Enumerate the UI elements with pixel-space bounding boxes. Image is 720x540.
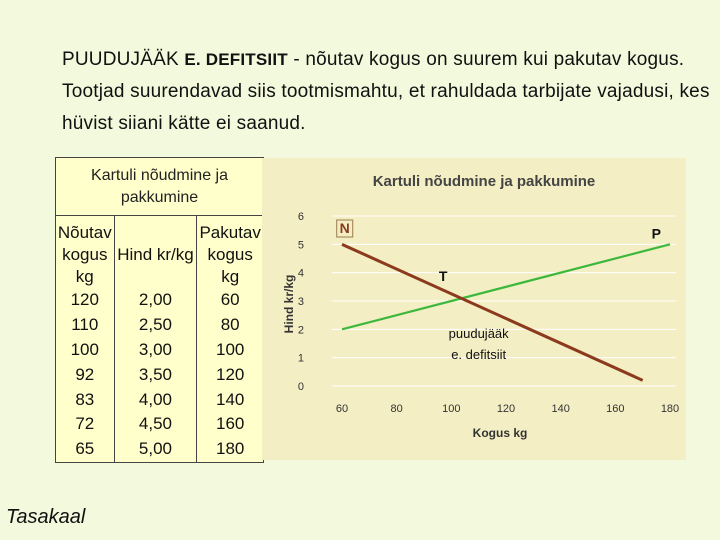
header-text: kg bbox=[221, 266, 240, 286]
table-cell: 83 bbox=[75, 389, 95, 409]
x-tick-label: 140 bbox=[551, 403, 570, 415]
table-cell: 100 bbox=[70, 339, 99, 359]
table-cell: 65 bbox=[75, 439, 95, 459]
table-cell: 4,50 bbox=[114, 412, 197, 437]
data-table bbox=[55, 157, 264, 463]
x-tick-label: 120 bbox=[496, 403, 516, 415]
table-caption-line2: pakkumine bbox=[120, 188, 199, 206]
annotation-label: e. defitsiit bbox=[451, 347, 507, 363]
annotation-label: P bbox=[651, 225, 662, 242]
heading bbox=[62, 44, 712, 140]
table-cell: 60 bbox=[197, 288, 263, 313]
table-cell: 120 bbox=[197, 362, 263, 387]
table-row bbox=[56, 313, 263, 338]
x-tick-label: 160 bbox=[606, 403, 625, 415]
y-tick-label: 2 bbox=[297, 324, 304, 337]
table-cell: 3,00 bbox=[114, 337, 197, 362]
table-caption bbox=[56, 158, 263, 216]
heading-lead: PUUDUJÄÄK bbox=[62, 49, 179, 70]
chart-svg bbox=[262, 158, 686, 460]
table-cell: 92 bbox=[75, 364, 95, 384]
header-text: Hind kr/kg bbox=[117, 244, 194, 264]
annotation-label: N bbox=[339, 220, 350, 236]
table-cell: 140 bbox=[197, 387, 263, 412]
x-tick-label: 80 bbox=[390, 403, 403, 415]
table-cell: 110 bbox=[71, 314, 99, 334]
table-cell: 2,50 bbox=[114, 313, 197, 338]
table-cell: 5,00 bbox=[114, 437, 197, 462]
x-tick-label: 180 bbox=[660, 403, 680, 415]
table-cell: 3,50 bbox=[114, 362, 197, 387]
supply-line bbox=[342, 244, 670, 329]
header-demand-qty bbox=[56, 216, 114, 288]
y-tick-label: 1 bbox=[297, 352, 304, 365]
footer-label: Tasakaal bbox=[6, 506, 86, 528]
chart bbox=[262, 158, 686, 460]
y-tick-label: 5 bbox=[297, 239, 304, 252]
header-text: kogus bbox=[207, 244, 253, 264]
table-cell: 100 bbox=[197, 337, 263, 362]
table-cell: 4,00 bbox=[114, 387, 197, 412]
heading-text: - nõutav kogus on suurem kui pakutav kogus. Tootjad suurendavad siis tootmismahtu, et rahuldada tarbijate vajadusi, kes hüvist siiani kätte ei saanud. bbox=[62, 49, 710, 134]
annotation-label: puudujääk bbox=[448, 325, 509, 341]
header-supply-qty bbox=[197, 216, 263, 288]
y-tick-label: 6 bbox=[297, 211, 304, 223]
table-row bbox=[56, 387, 263, 412]
annotation-label: T bbox=[438, 268, 448, 285]
header-text: kogus bbox=[62, 244, 108, 264]
table-cell: 2,00 bbox=[114, 288, 197, 313]
y-axis-label: Hind kr/kg bbox=[282, 274, 296, 334]
plot-area bbox=[298, 211, 679, 415]
table-row bbox=[56, 337, 263, 362]
header-text: Nõutav bbox=[57, 222, 112, 242]
heading-lead2: E. DEFITSIIT bbox=[184, 50, 288, 69]
table-cell: 160 bbox=[197, 412, 263, 437]
x-tick-label: 60 bbox=[335, 403, 349, 415]
table-row bbox=[56, 288, 263, 313]
y-tick-label: 3 bbox=[297, 296, 304, 308]
table-row bbox=[56, 412, 263, 437]
table-cell: 72 bbox=[75, 414, 95, 434]
table-cell: 120 bbox=[70, 289, 99, 309]
y-tick-label: 4 bbox=[297, 267, 304, 280]
x-axis-label: Kogus kg bbox=[472, 426, 528, 440]
table-row bbox=[56, 362, 263, 387]
header-text: Pakutav bbox=[199, 222, 261, 242]
table-cell: 80 bbox=[197, 313, 263, 338]
table-row bbox=[56, 437, 263, 462]
table-caption-line1: Kartuli nõudmine ja bbox=[91, 166, 228, 184]
chart-title: Kartuli nõudmine ja pakkumine bbox=[372, 173, 596, 190]
header-price bbox=[114, 216, 197, 288]
header-text: kg bbox=[75, 266, 94, 286]
x-tick-label: 100 bbox=[442, 403, 461, 415]
y-tick-label: 0 bbox=[297, 381, 304, 393]
table-cell: 180 bbox=[197, 437, 263, 462]
table-header-row bbox=[56, 216, 263, 288]
